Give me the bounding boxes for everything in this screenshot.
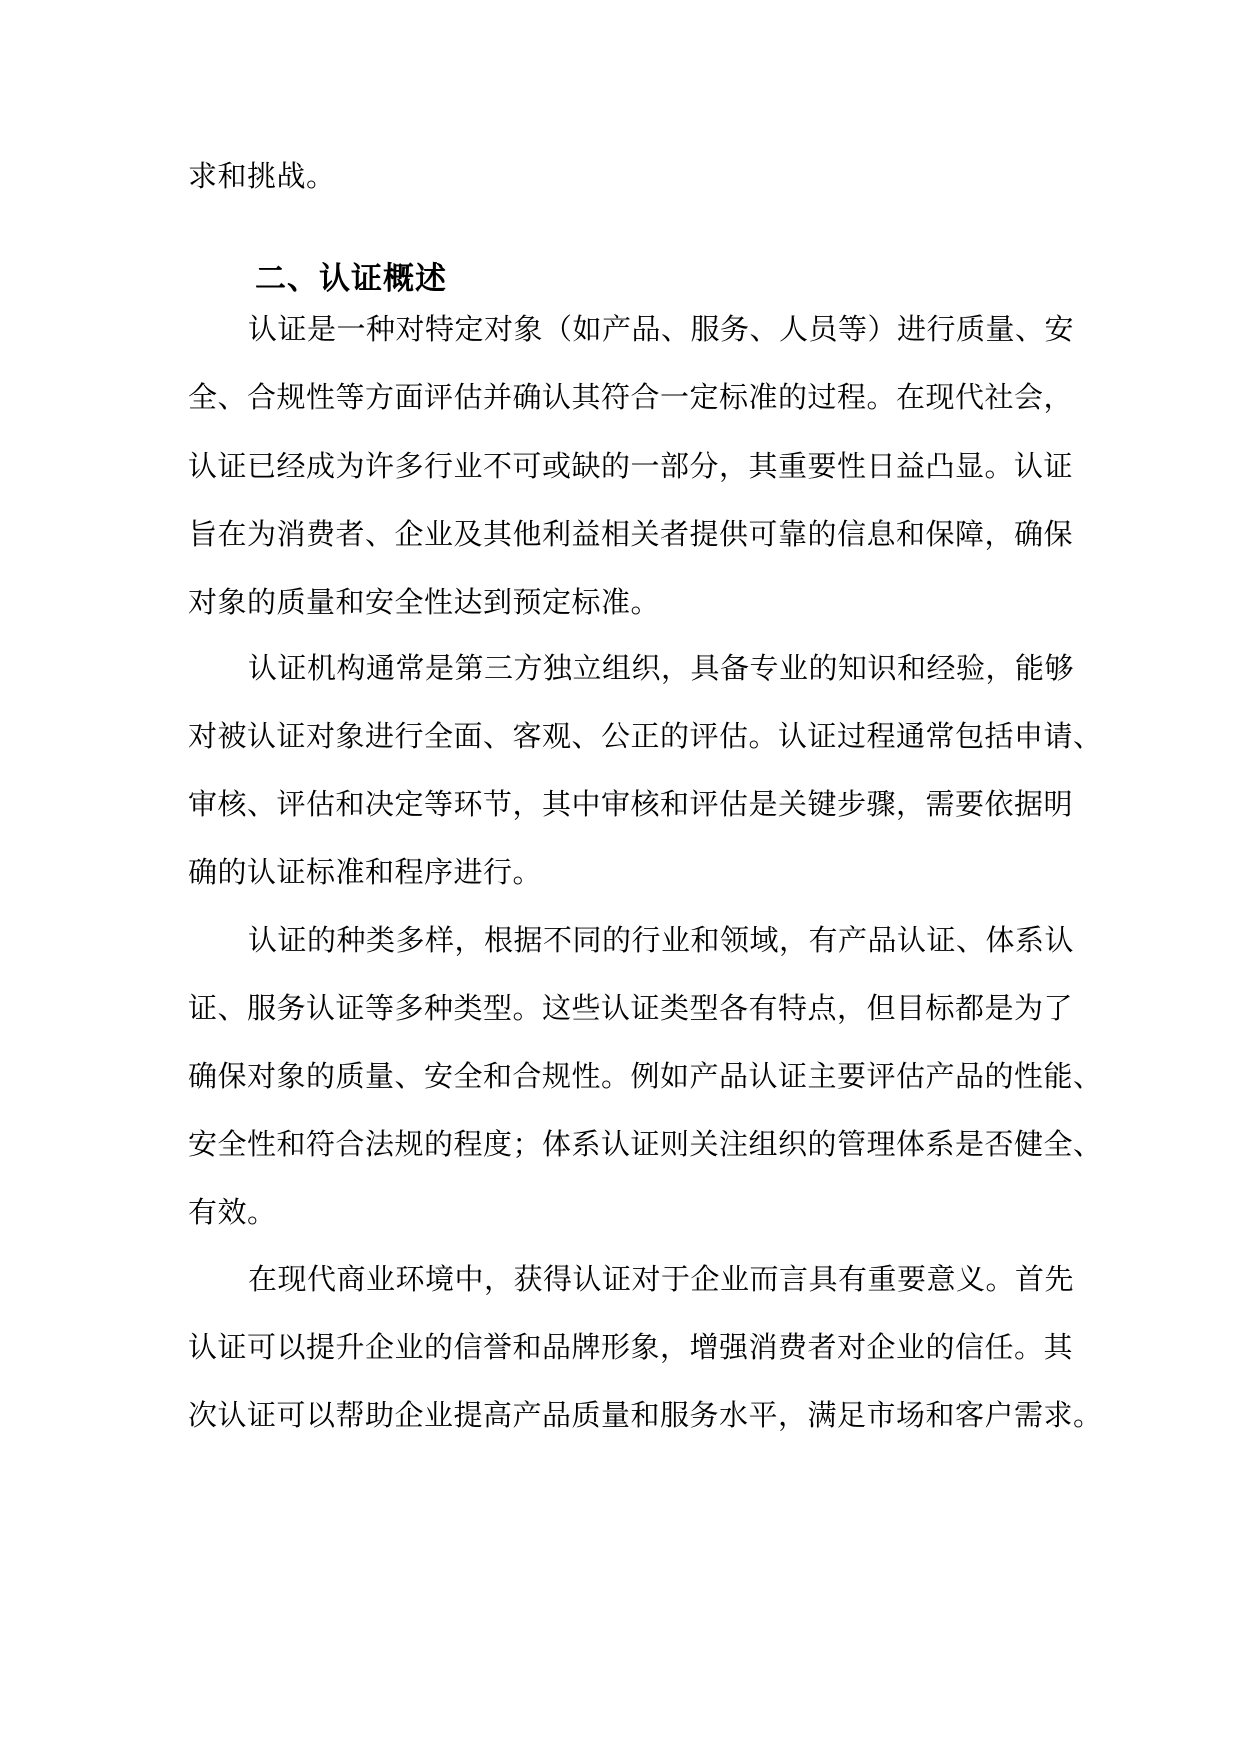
paragraph-line: 认证是一种对特定对象（如产品、服务、人员等）进行质量、安 bbox=[248, 312, 1075, 346]
paragraph-line: 全、合规性等方面评估并确认其符合一定标准的过程。在现代社会， bbox=[188, 380, 1074, 414]
paragraph-line: 认证可以提升企业的信誉和品牌形象，增强消费者对企业的信任。其 bbox=[188, 1330, 1074, 1364]
paragraph-line: 在现代商业环境中，获得认证对于企业而言具有重要意义。首先 bbox=[248, 1262, 1075, 1296]
paragraph-line: 对被认证对象进行全面、客观、公正的评估。认证过程通常包括申请、 bbox=[188, 719, 1103, 753]
paragraph-line: 旨在为消费者、企业及其他利益相关者提供可靠的信息和保障，确保 bbox=[188, 517, 1074, 551]
paragraph-line: 对象的质量和安全性达到预定标准。 bbox=[188, 585, 661, 619]
paragraph-line: 认证已经成为许多行业不可或缺的一部分，其重要性日益凸显。认证 bbox=[188, 449, 1074, 483]
paragraph-line: 审核、评估和决定等环节，其中审核和评估是关键步骤，需要依据明 bbox=[188, 787, 1074, 821]
paragraph-line: 证、服务认证等多种类型。这些认证类型各有特点，但目标都是为了 bbox=[188, 991, 1074, 1025]
paragraph-line: 安全性和符合法规的程度；体系认证则关注组织的管理体系是否健全、 bbox=[188, 1127, 1103, 1161]
continuation-text: 求和挑战。 bbox=[188, 159, 336, 193]
paragraph-line: 有效。 bbox=[188, 1195, 277, 1229]
section-heading: 二、认证概述 bbox=[255, 261, 447, 297]
paragraph-line: 认证机构通常是第三方独立组织，具备专业的知识和经验，能够 bbox=[248, 651, 1075, 685]
paragraph-line: 认证的种类多样，根据不同的行业和领域，有产品认证、体系认 bbox=[248, 923, 1075, 957]
paragraph-line: 确的认证标准和程序进行。 bbox=[188, 855, 543, 889]
paragraph-line: 次认证可以帮助企业提高产品质量和服务水平，满足市场和客户需求。 bbox=[188, 1398, 1103, 1432]
paragraph-line: 确保对象的质量、安全和合规性。例如产品认证主要评估产品的性能、 bbox=[188, 1059, 1103, 1093]
